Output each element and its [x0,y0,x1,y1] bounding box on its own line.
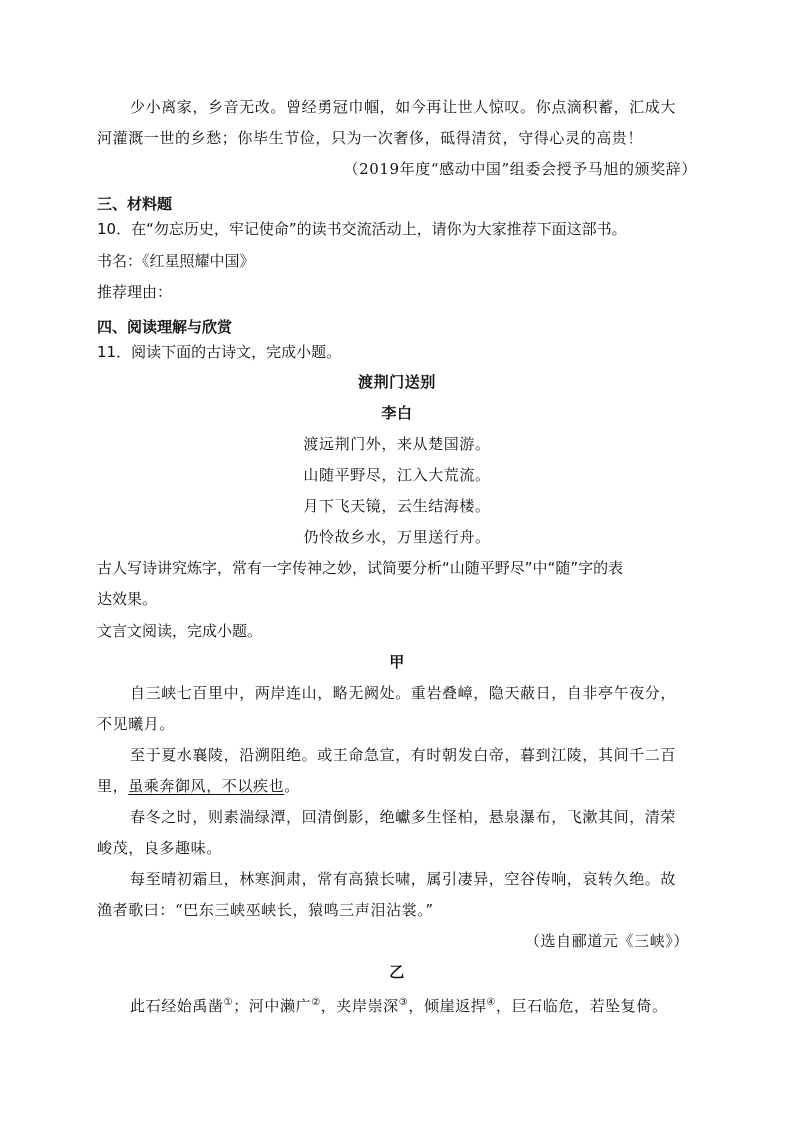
underlined-sentence: 虽乘奔御风，不以疾也 [128,777,285,795]
jia-paragraph-3-line-2: 峻茂，良多趣味。 [97,839,222,857]
text-span: ，巨石临危，若坠复倚。 [495,997,668,1015]
passage-yi-title: 乙 [389,963,405,981]
poem-line: 月下飞天镜，云生结海楼。 [303,497,491,515]
text-span: 里， [97,777,129,795]
text-span: 。 [284,777,300,795]
question-11: 11．阅读下面的古诗文，完成小题。 [97,343,342,361]
poem-question-line-2: 达效果。 [97,590,158,608]
recommend-reason-label: 推荐理由： [97,283,173,301]
poem-title: 渡荆门送别 [357,373,436,391]
intro-paragraph-line-2: 河灌溉一世的乡愁；你毕生节俭，只为一次奢侈，砥得清贫，守得心灵的高贵！ [97,129,644,147]
footnote-marker: ③ [398,997,409,1008]
jia-paragraph-2-line-1: 至于夏水襄陵，沿溯阻绝。或王命急宣，有时朝发白帝，暮到江陵，其间千二百 [130,746,677,764]
footnote-marker: ④ [486,997,496,1008]
jia-paragraph-1-line-2: 不见曦月。 [97,715,176,733]
yi-paragraph-1-line-1 [130,993,668,1016]
jia-paragraph-2-line-2 [97,776,300,796]
text-span: ，倾崖返捍 [408,997,487,1015]
jia-source: （选自郦道元《三峡》） [524,932,689,950]
footnote-marker: ② [311,997,321,1008]
poem-question-line-1: 古人写诗讲究炼字，常有一字传神之妙，试简要分析“山随平野尽”中“随”字的表 [97,559,624,577]
jia-paragraph-1-line-1: 自三峡七百里中，两岸连山，略无阙处。重岩叠嶂，隐天蔽日，自非亭午夜分， [130,684,677,702]
poem-line: 仍怜故乡水，万里送行舟。 [303,528,491,546]
jia-paragraph-4-line-2: 渔者歌曰：“巴东三峡巫峡长，猿鸣三声泪沾裳。” [97,901,434,919]
passage-jia-title: 甲 [389,653,405,671]
footnote-marker: ① [223,997,234,1008]
poem-author: 李白 [381,404,413,422]
text-span: 此石经始禹凿 [130,997,224,1015]
classical-intro: 文言文阅读，完成小题。 [97,622,263,640]
text-span: ，夹岸崇深 [320,997,399,1015]
book-title: 书名：《红星照耀中国》 [97,252,255,270]
poem-line: 山随平野尽，江入大荒流。 [303,466,491,484]
section4-heading: 四、阅读理解与欣赏 [97,318,233,336]
intro-paragraph-line-1: 少小离家，乡音无改。曾经勇冠巾帼，如今再让世人惊叹。你点滴积蓄，汇成大 [130,98,677,116]
poem-line: 渡远荆门外，来从楚国游。 [303,435,491,453]
question-10: 10．在“勿忘历史，牢记使命”的读书交流活动上，请你为大家推荐下面这部书。 [97,220,627,238]
jia-paragraph-3-line-1: 春冬之时，则素湍绿潭，回清倒影，绝巘多生怪柏，悬泉瀑布，飞漱其间，清荣 [130,808,677,826]
section3-heading: 三、材料题 [97,195,173,213]
text-span: ；河中濑广 [233,997,312,1015]
jia-paragraph-4-line-1: 每至晴初霜旦，林寒涧肃，常有高猿长啸，属引凄异，空谷传响，哀转久绝。故 [130,870,677,888]
award-source: （2019年度“感动中国”组委会授予马旭的颁奖辞） [343,160,697,178]
